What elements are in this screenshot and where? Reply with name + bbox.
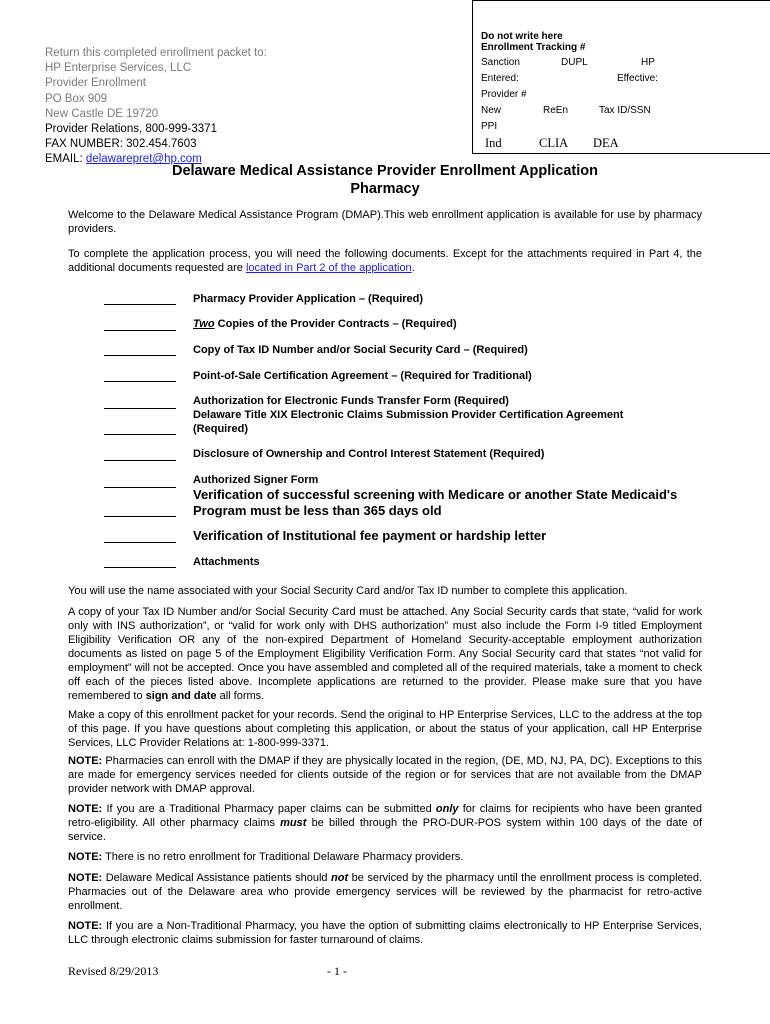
- fax-number: FAX NUMBER: 302.454.7603: [45, 138, 197, 151]
- effective-label: Effective:: [617, 73, 658, 84]
- return-line: HP Enterprise Services, LLC: [45, 62, 192, 75]
- checklist-item: Copy of Tax ID Number and/or Social Security Card – (Required): [193, 344, 528, 356]
- name-paragraph: You will use the name associated with your Social Security Card and/or Tax ID number to complete this application.: [68, 585, 628, 597]
- reen-label: ReEn: [543, 105, 569, 116]
- sign-date-emphasis: sign and date: [145, 690, 217, 702]
- email-label: EMAIL:: [45, 153, 86, 166]
- do-not-write-label: Do not write here: [481, 31, 563, 42]
- checklist-item: Verification of successful screening with Medicare or another State Medicaid's: [193, 487, 678, 502]
- return-line: Provider Enrollment: [45, 77, 146, 90]
- checklist-item: Point-of-Sale Certification Agreement – (Required for Traditional): [193, 370, 532, 382]
- hp-label: HP: [641, 57, 655, 68]
- ind-label: Ind: [485, 136, 502, 150]
- part2-link[interactable]: located in Part 2 of the application: [245, 262, 412, 274]
- note-text: be billed through the PRO-DUR-POS system within 100 days of the date of service.: [68, 817, 702, 843]
- return-line: New Castle DE 19720: [45, 107, 159, 120]
- office-use-box: [472, 0, 770, 154]
- note-text: If you are a Non-Traditional Pharmacy, you have the option of submitting claims electronically to HP Enterprise Services, LLC through electronic claims submission for faster turnaround of claims.: [68, 920, 702, 946]
- checklist-item: [193, 317, 457, 331]
- note-label: NOTE:: [68, 920, 103, 932]
- only-emphasis: only: [435, 803, 459, 815]
- checkbox-blank[interactable]: [104, 355, 176, 356]
- provider-relations-phone: Provider Relations, 800-999-3371: [45, 123, 217, 136]
- checklist-item: Pharmacy Provider Application – (Required): [193, 293, 424, 305]
- checkbox-blank[interactable]: [104, 487, 176, 488]
- two-emphasis: Two: [193, 318, 215, 330]
- dupl-label: DUPL: [561, 57, 588, 68]
- not-emphasis: not: [331, 872, 349, 884]
- checklist-item: Authorized Signer Form: [193, 474, 319, 486]
- checkbox-blank[interactable]: [104, 567, 176, 568]
- title-line: Delaware Medical Assistance Provider Enrollment Application: [171, 163, 598, 179]
- must-emphasis: must: [280, 817, 307, 829]
- checklist-item: Delaware Title XIX Electronic Claims Submission Provider Certification Agreement: [193, 409, 624, 421]
- checkbox-blank[interactable]: [104, 434, 176, 435]
- note-text: for claims for recipients who have been granted retro-eligibility. All other pharmacy claims: [68, 803, 702, 829]
- note-text: Pharmacies can enroll with the DMAP if they are physically located in the region, (DE, MD, NJ, PA, DC). Exceptions to this are made for emergency services needed for clients outside of the region or for services that are not available from the DMAP provider network with DMAP approval.: [68, 755, 702, 795]
- tax-id-label: Tax ID/SSN: [599, 105, 651, 116]
- note-label: NOTE:: [68, 851, 103, 863]
- note-retro: [68, 850, 702, 864]
- note-text: If you are a Traditional Pharmacy paper claims can be submitted: [102, 803, 436, 815]
- tax-id-paragraph: [68, 605, 702, 703]
- revised-date: Revised 8/29/2013: [68, 964, 159, 978]
- tax-id-text: A copy of your Tax ID Number and/or Social Security Card must be attached. Any Social Security cards that state, “valid for work only with INS authorization”, or “valid for work only with DHS authorization” must also include the Form I-9 titled Employment Eligibility Verification OR any of the non-expired Department of Homeland Security-acceptable employment authorization documents as listed on page 5 of the Employment Eligibility Verification Form. Any Social Security card that states “not valid for employment” will not be accepted. Once you have assembled and completed all of the required materials, take a moment to check off each of the pieces listed above. Incomplete applications are returned to the provider. Please make sure that you have remembered to: [68, 606, 702, 702]
- note-text: Delaware Medical Assistance patients should: [102, 872, 332, 884]
- note-non-traditional: [68, 919, 702, 947]
- dea-label: DEA: [593, 136, 619, 150]
- note-traditional: [68, 802, 702, 844]
- note-patients: [68, 871, 702, 913]
- note-label: NOTE:: [68, 755, 103, 767]
- note-label: NOTE:: [68, 803, 103, 815]
- documents-text: To complete the application process, you will need the following documents. Except for the attachments required in Part 4, the additional documents requested are: [68, 248, 702, 274]
- checkbox-blank[interactable]: [104, 408, 176, 409]
- note-text: There is no retro enrollment for Traditional Delaware Pharmacy providers.: [102, 851, 464, 863]
- tax-id-text-end: all forms.: [216, 690, 265, 702]
- sanction-label: Sanction: [481, 57, 520, 68]
- note-label: NOTE:: [68, 872, 103, 884]
- clia-label: CLIA: [539, 136, 569, 150]
- checklist-item: Disclosure of Ownership and Control Interest Statement (Required): [193, 448, 545, 460]
- checkbox-blank[interactable]: [104, 460, 176, 461]
- checkbox-blank[interactable]: [104, 542, 176, 543]
- checkbox-blank[interactable]: [104, 516, 176, 517]
- return-address-block: [45, 46, 267, 168]
- email-link[interactable]: delawarepret@hp.com: [85, 153, 202, 166]
- documents-period: .: [411, 262, 415, 274]
- checkbox-blank[interactable]: [104, 330, 176, 331]
- entered-label: Entered:: [481, 73, 519, 84]
- checklist-item-text: Copies of the Provider Contracts – (Required): [214, 318, 457, 330]
- checklist-item: (Required): [193, 423, 248, 435]
- checklist-item: Verification of Institutional fee payment or hardship letter: [193, 528, 547, 543]
- checklist-item: Authorization for Electronic Funds Transfer Form (Required): [193, 395, 509, 407]
- provider-number-label: Provider #: [481, 89, 527, 100]
- note-region: [68, 754, 702, 796]
- ppi-label: PPI: [481, 121, 498, 132]
- checkbox-blank[interactable]: [104, 304, 176, 305]
- checklist-item: Program must be less than 365 days old: [193, 503, 442, 518]
- welcome-paragraph: Welcome to the Delaware Medical Assistance Program (DMAP).This web enrollment application is available for use by pharmacy providers.: [68, 209, 702, 235]
- return-line: Return this completed enrollment packet to:: [45, 47, 267, 59]
- new-label: New: [481, 105, 502, 116]
- note-text: be serviced by the pharmacy until the enrollment process is completed. Pharmacies out of the Delaware area who provide emergency services will be reviewed by the pharmacist for retro-active enrollment.: [68, 872, 702, 912]
- subtitle-line: Pharmacy: [350, 181, 420, 197]
- records-paragraph: Make a copy of this enrollment packet for your records. Send the original to HP Enterprise Services, LLC to the address at the top of this page. If you have questions about completing this application, or about the status of your application, call HP Enterprise Services, LLC Provider Relations at: 1-800-999-3371.: [68, 709, 702, 749]
- return-line: PO Box 909: [45, 92, 108, 105]
- checkbox-blank[interactable]: [104, 381, 176, 382]
- page-title: [0, 162, 770, 198]
- checklist-item: Attachments: [193, 556, 260, 568]
- page-number: - 1 -: [327, 964, 347, 978]
- enrollment-tracking-label: Enrollment Tracking #: [481, 42, 586, 53]
- documents-paragraph: [68, 247, 702, 275]
